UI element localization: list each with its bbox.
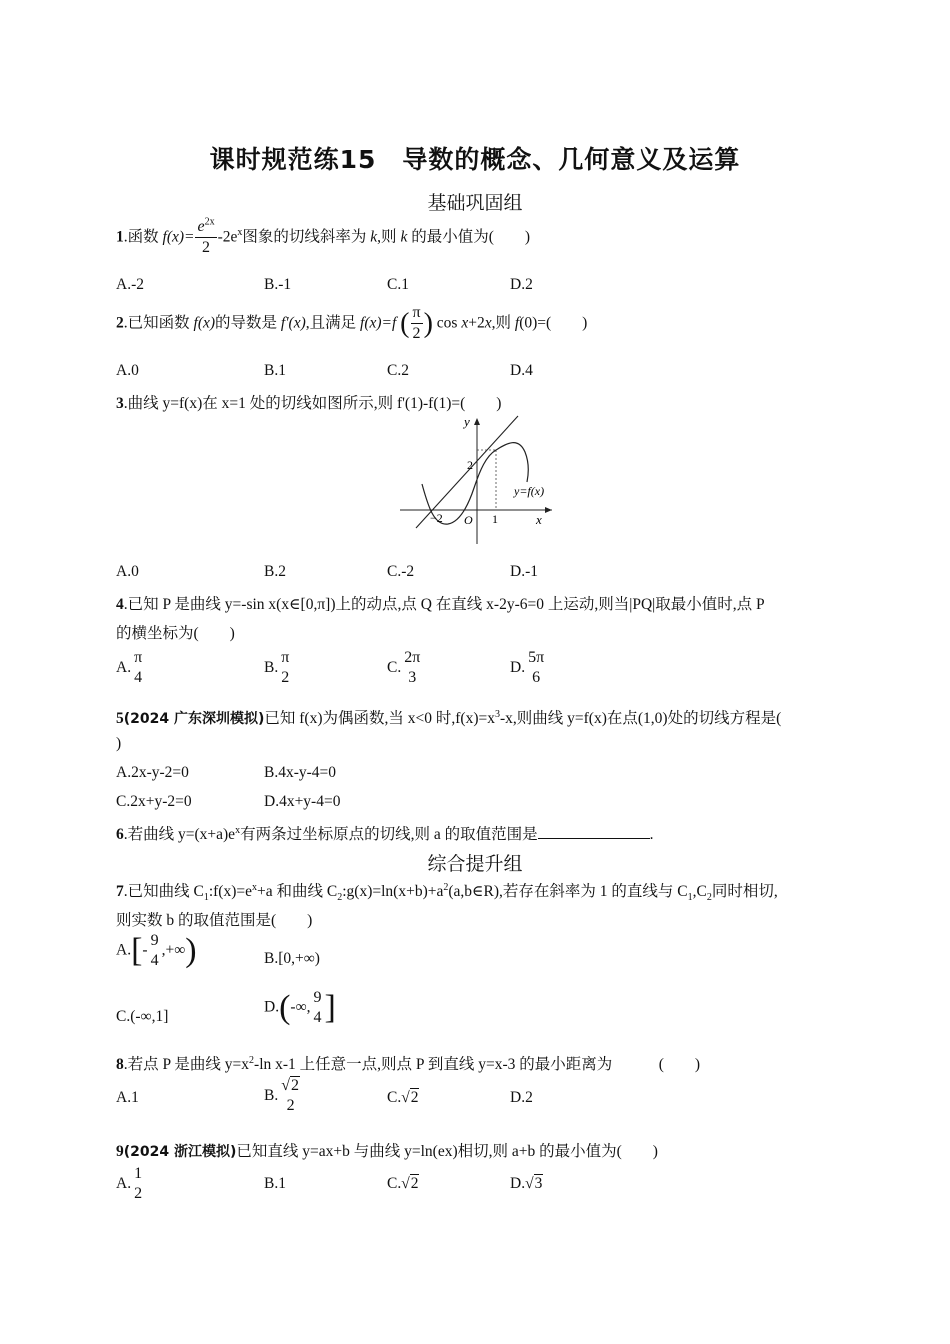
q9-option-c: C.√2	[387, 1175, 419, 1192]
section-heading-basic: 基础巩固组	[427, 192, 523, 214]
section-heading-advanced: 综合提升组	[427, 853, 523, 875]
q3-option-d: D.-1	[510, 563, 538, 580]
y-axis-arrow	[474, 418, 480, 425]
q7-option-a: A.[- 9 4 ,+∞)	[116, 931, 197, 969]
q1-option-a: A.-2	[116, 276, 144, 293]
tick-label-2: 2	[467, 458, 473, 472]
question-3: 3.曲线 y=f(x)在 x=1 处的切线如图所示,则 f'(1)-f(1)=( )	[116, 395, 502, 412]
q8-option-d: D.2	[510, 1089, 533, 1106]
question-5-line-2: )	[116, 735, 122, 752]
fraction-e2x-over-2: $\frac{e^{2x}}{2}$	[197, 216, 215, 256]
question-7: 7.已知曲线 $C_1:f(x)=e^x+a$ 和曲线 $C_2:g(x)=\ln(x+b)+a^2(a,b\in R)$,若存在斜率为 1 的直线与 $C_1,C_2$同时相切,	[116, 881, 778, 904]
question-2: 2.已知函数 f(x)的导数是 f'(x),且满足 f(x)=f ( $\frac{\pi}{2}$ ) cos x+2x,则 f(0)=( )	[116, 304, 588, 342]
q4-option-a: A. π 4	[116, 649, 143, 686]
page-title: 课时规范练15 导数的概念、几何意义及运算	[209, 145, 741, 174]
question-8: 8.若点 P 是曲线 $y=x^2-\ln$ x-1 上任意一点,则点 P 到直线 y=x-3 的最小距离为 ( )	[116, 1054, 701, 1073]
q1-option-d: D.2	[510, 276, 533, 293]
question-6: 6.若曲线 $y=(x+a)e^x$有两条过坐标原点的切线,则 a 的取值范围是 .	[116, 824, 654, 843]
q7-option-b: B.[0,+∞)	[264, 950, 320, 967]
curve-label: y=f(x)	[514, 484, 545, 498]
q7-option-d: D.(-∞, 9 4 ]	[264, 988, 336, 1026]
question-4-line-2: 的横坐标为( )	[116, 625, 235, 642]
fraction-pi-over-2: $\frac{\pi}{2}$	[412, 304, 421, 342]
q7-option-c: C.(-∞,1]	[116, 1008, 169, 1025]
x-axis-arrow	[545, 507, 552, 513]
q9-option-b: B.1	[264, 1175, 286, 1192]
q4-option-c: C. 2π 3	[387, 649, 421, 686]
q4-option-b: B. π 2	[264, 649, 290, 686]
q2-option-a: A.0	[116, 362, 139, 379]
q5-option-b: B.4x-y-4=0	[264, 764, 337, 781]
q3-option-a: A.0	[116, 563, 139, 580]
q8-option-a: A.1	[116, 1089, 139, 1106]
origin-label: O	[464, 513, 473, 527]
question-9: 9(2024 浙江模拟)已知直线 y=ax+b 与曲线 y=ln(ex)相切,则 a+b 的最小值为( )	[116, 1143, 658, 1160]
q2-option-d: D.4	[510, 362, 533, 379]
q9-option-a: A. 1 2	[116, 1165, 143, 1202]
q2-option-c: C.2	[387, 362, 409, 379]
q4-option-d: D. 5π 6	[510, 649, 545, 686]
question-1: 1.函数 f(x)= $\frac{e^{2x}}{2}$ $-2e^x$图象的切线斜率为 k,则 k 的最小值为( )	[116, 216, 531, 256]
q3-option-b: B.2	[264, 563, 286, 580]
q5-option-d: D.4x+y-4=0	[264, 793, 341, 810]
tick-label-1: 1	[492, 512, 498, 526]
question-5: 5(2024 广东深圳模拟)已知 f(x)为偶函数,当 x<0 时$,f(x)=x^3-x$,则曲线 y=f(x)在点(1,0)处的切线方程是(	[116, 708, 782, 727]
q9-option-d: D.√3	[510, 1175, 543, 1192]
question-4: 4.已知 P 是曲线 y=-sin x(x∈[0,π])上的动点,点 Q 在直线 x-2y-6=0 上运动,则当|PQ|取最小值时,点 P	[116, 596, 765, 613]
q8-option-c: C.√2	[387, 1089, 419, 1106]
x-axis-label: x	[536, 512, 542, 527]
tangent-line-graph	[394, 410, 564, 550]
q5-option-c: C.2x+y-2=0	[116, 793, 192, 810]
question-7-line-2: 则实数 b 的取值范围是( )	[116, 912, 313, 929]
q8-option-b: B. √2 2	[264, 1077, 299, 1114]
q1-option-c: C.1	[387, 276, 409, 293]
y-axis-label: y	[464, 414, 470, 429]
answer-blank	[538, 824, 650, 839]
q2-option-b: B.1	[264, 362, 286, 379]
q1-option-b: B.-1	[264, 276, 292, 293]
tick-label-neg2: −2	[430, 511, 443, 525]
q3-option-c: C.-2	[387, 563, 415, 580]
q5-option-a: A.2x-y-2=0	[116, 764, 189, 781]
